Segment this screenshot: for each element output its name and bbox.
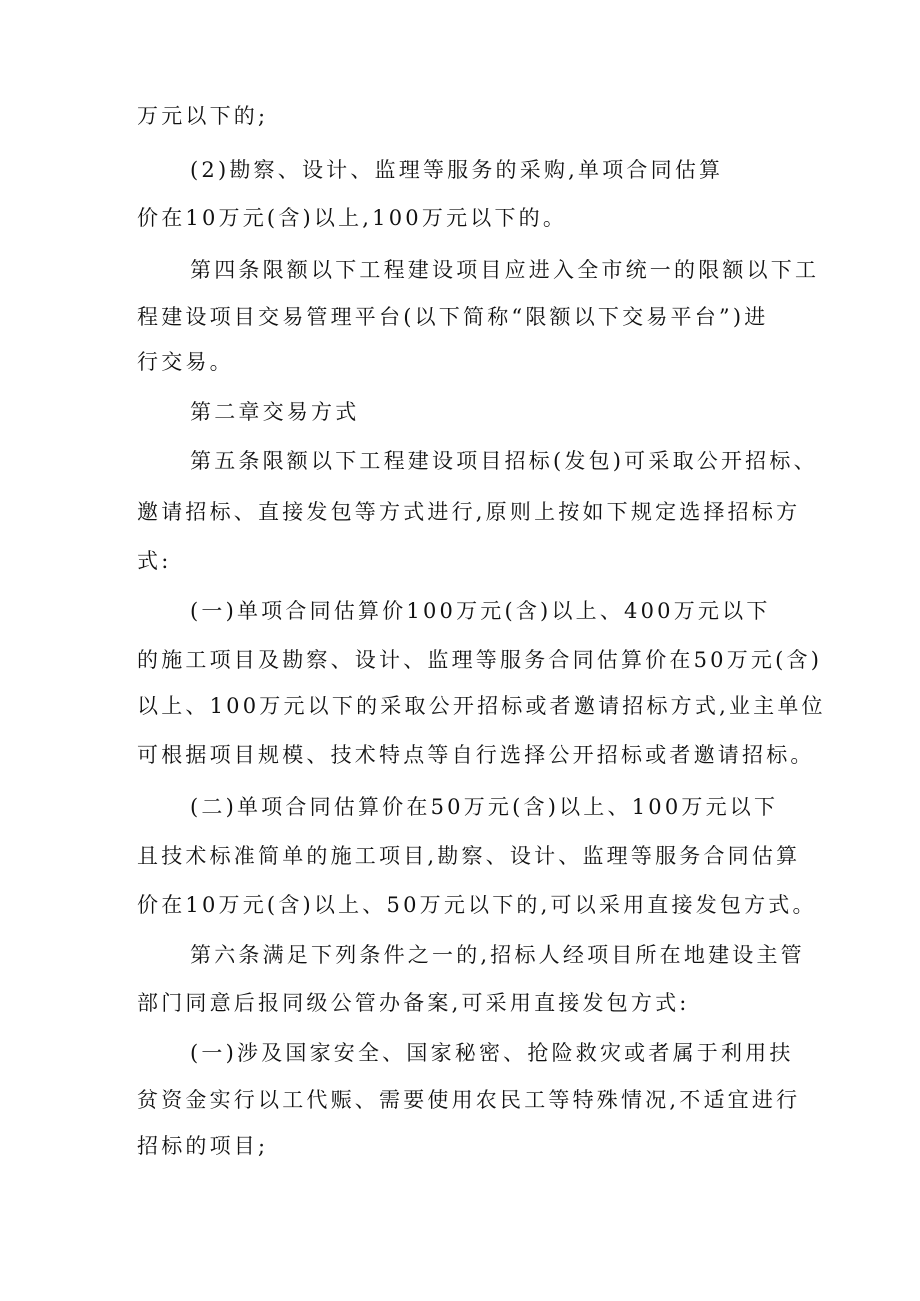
text-line: 招标的项目; <box>137 1134 269 1158</box>
text-line: (一)单项合同估算价100万元(含)以上、400万元以下 <box>190 599 771 623</box>
text-line: 部门同意后报同级公管办备案,可采用直接发包方式: <box>137 991 690 1015</box>
text-line: 价在10万元(含)以上,100万元以下的。 <box>137 206 568 230</box>
text-line: 行交易。 <box>137 350 234 374</box>
text-line: (一)涉及国家安全、国家秘密、抢险救灾或者属于利用扶 <box>190 1041 794 1065</box>
text-line: 第四条限额以下工程建设项目应进入全市统一的限额以下工 <box>190 258 820 282</box>
text-line: 可根据项目规模、技术特点等自行选择公开招标或者邀请招标。 <box>137 743 815 767</box>
text-line: 贫资金实行以工代赈、需要使用农民工等特殊情况,不适宜进行 <box>137 1088 801 1112</box>
text-line: (2)勘察、设计、监理等服务的采购,单项合同估算 <box>190 158 724 182</box>
text-line: 以上、100万元以下的采取公开招标或者邀请招标方式,业主单位 <box>137 694 826 718</box>
text-line: 程建设项目交易管理平台(以下简称“限额以下交易平台”)进 <box>137 305 769 329</box>
section-heading: 第二章交易方式 <box>190 400 360 424</box>
text-line: 第六条满足下列条件之一的,招标人经项目所在地建设主管 <box>190 943 805 967</box>
text-line: (二)单项合同估算价在50万元(含)以上、100万元以下 <box>190 795 779 819</box>
text-line: 式: <box>137 549 172 573</box>
text-line: 邀请招标、直接发包等方式进行,原则上按如下规定选择招标方 <box>137 500 801 524</box>
text-line: 的施工项目及勘察、设计、监理等服务合同估算价在50万元(含) <box>137 648 823 672</box>
text-line: 且技术标准简单的施工项目,勘察、设计、监理等服务合同估算 <box>137 844 801 868</box>
text-line: 第五条限额以下工程建设项目招标(发包)可采取公开招标、 <box>190 449 818 473</box>
text-line: 价在10万元(含)以上、50万元以下的,可以采用直接发包方式。 <box>137 893 817 917</box>
text-line: 万元以下的; <box>137 104 269 128</box>
